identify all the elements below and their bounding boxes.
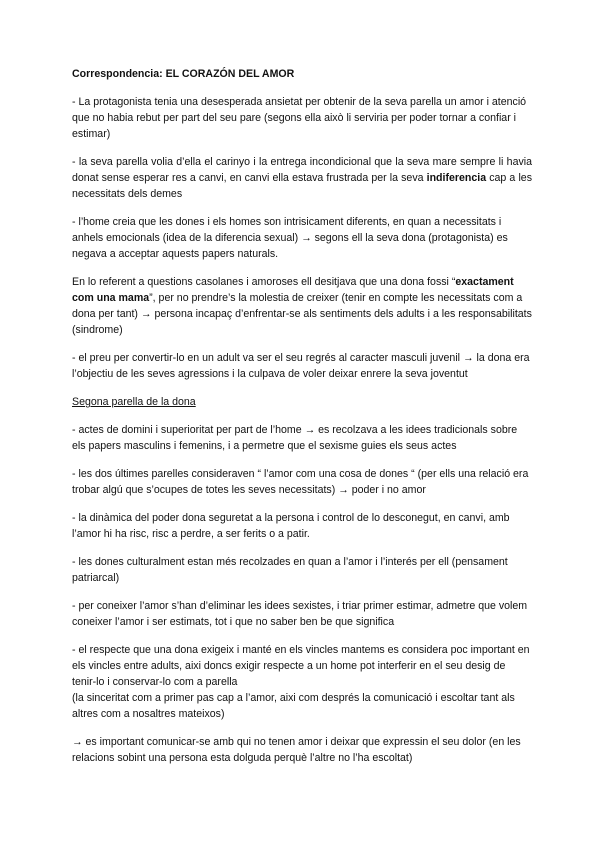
section-paragraph-6-line-1: - el respecte que una dona exigeix i manté en els vincles mantems es considera poc important en els vincles entre adults, aixi doncs exigir respecte a un home pot interferir en el seu desig de tenir-lo i conservar-lo com a parella — [72, 644, 530, 688]
paragraph-4-text-c: ”, per no prendre’s la molestia de creixer (tenir en compte les necessitats com a dona per tant) → persona incapaç d’enfrentar-se als sentiments dels adults i a les responsabilitats (sindrome) — [72, 292, 532, 336]
paragraph-3: - l’home creia que les dones i els homes son intrisicament diferents, en quan a necessitats i anhels emocionals (idea de la diferencia sexual) → segons ell la seva dona (protagonista) es negava a acceptar aquests papers naturals. — [72, 216, 508, 260]
paragraph-2-text-c: cap a les necessitats dels demes — [72, 172, 532, 200]
section-paragraph-2: - les dos últimes parelles consideraven “ l’amor com una cosa de dones “ (per ells una relació era trobar algú que s’ocupes de totes les seves necessitats) → poder i no amor — [72, 468, 529, 496]
paragraph-4-text-a: En lo referent a questions casolanes i amoroses ell desitjava que una dona fossi “ — [72, 276, 456, 288]
document-body — [72, 66, 532, 778]
paragraph-4 — [72, 274, 532, 338]
paragraph-2 — [72, 154, 532, 202]
paragraph-2-text-a: - la seva parella volia d’ella el carinyo i la entrega incondicional que la seva mare sempre li havia donat sense esperar res a canvi, en canvi ella estava frustrada per la seva — [72, 156, 532, 184]
section-paragraph-5: - per coneixer l’amor s’han d’eliminar les idees sexistes, i triar primer estimar, admetre que volem coneixer l’amor i ser estimats, tot i que no saber ben be que significa — [72, 600, 528, 628]
document-title: Correspondencia: EL CORAZÓN DEL AMOR — [72, 68, 295, 80]
section-paragraph-4: - les dones culturalment estan més recolzades en quan a l’amor i l’interés per ell (pensament patriarcal) — [72, 556, 508, 584]
section-paragraph-3: - la dinàmica del poder dona seguretat a la persona i control de lo desconegut, en canvi, amb l’amor hi ha risc, risc a perdre, a ser ferits o a patir. — [72, 512, 510, 540]
paragraph-5: - el preu per convertir-lo en un adult va ser el seu regrés al caracter masculi juvenil → la dona era l’objectiu de les seves agressions i la culpava de voler deixar enrere la seva joventut — [72, 352, 530, 380]
paragraph-1: - La protagonista tenia una desesperada ansietat per obtenir de la seva parella un amor i atenció que no habia rebut per part del seu pare (segons ella això li serviria per poder tornar a confiar i estimar) — [72, 96, 527, 140]
paragraph-2-bold: indiferencia — [426, 172, 487, 184]
section-paragraph-1: - actes de domini i superioritat per part de l’home → es recolzava a les idees tradicionals sobre els papers masculins i femenins, i a permetre que el sexisme guies els seus actes — [72, 424, 518, 452]
section-paragraph-6 — [72, 642, 532, 722]
section-paragraph-7: → es important comunicar-se amb qui no tenen amor i deixar que expressin el seu dolor (en les relacions sobint una persona esta dolguda perquè l’altre no l’ha escoltat) — [72, 736, 521, 764]
section-paragraph-6-line-2: (la sinceritat com a primer pas cap a l’amor, aixi com després la comunicació i escoltar tant als altres com a nosaltres mateixos) — [72, 692, 515, 720]
section-heading: Segona parella de la dona — [72, 396, 196, 408]
paragraph-4-bold: exactament com una mama — [72, 276, 514, 304]
